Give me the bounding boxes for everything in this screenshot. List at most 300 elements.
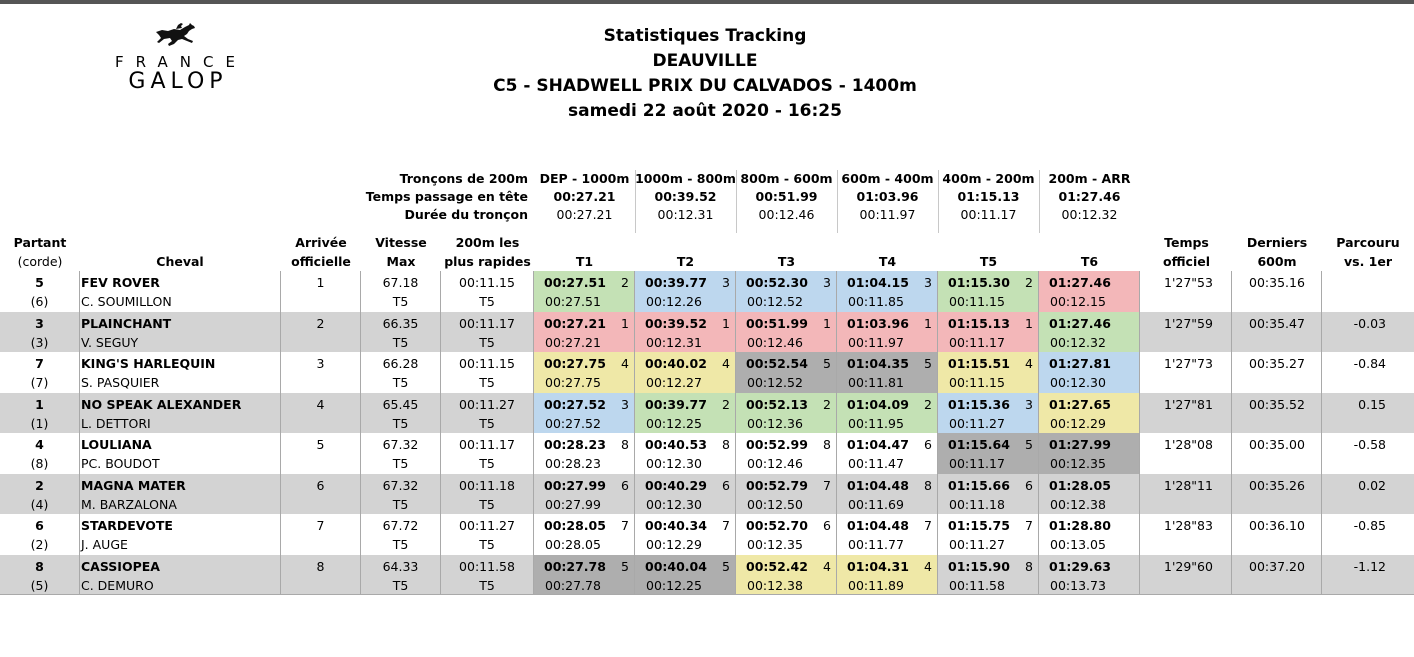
split-time: 01:04.35 <box>847 356 909 371</box>
header-parcouru: Parcouru vs. 1er <box>1336 235 1400 269</box>
split-rank: 1 <box>722 315 730 331</box>
corde-number: (4) <box>30 496 49 512</box>
split-cell <box>736 474 837 515</box>
jockey-name: S. PASQUIER <box>81 375 160 390</box>
partant-cell <box>0 514 80 555</box>
split-rank: 4 <box>823 558 831 574</box>
split-rank: 2 <box>924 396 932 412</box>
split-duration: 00:28.23 <box>545 456 601 471</box>
horse-name: FEV ROVER <box>81 275 160 290</box>
split-time: 00:52.30 <box>746 275 808 290</box>
distance-vs-first: -1.12 <box>1353 558 1386 574</box>
split-cell <box>635 555 736 596</box>
split-time: 01:29.63 <box>1049 558 1111 574</box>
split-time: 01:03.96 <box>847 315 909 331</box>
arrival-rank: 8 <box>316 558 325 574</box>
horse-cell <box>80 393 281 434</box>
split-duration: 00:12.36 <box>747 415 803 431</box>
segment-name: DEP - 1000m <box>539 171 630 186</box>
split-duration: 00:27.51 <box>545 294 601 309</box>
partant-cell <box>0 312 80 353</box>
official-time-cell <box>1140 271 1232 312</box>
jockey-name: V. SEGUY <box>81 334 139 350</box>
table-row <box>0 352 1414 393</box>
split-rank: 8 <box>722 437 730 452</box>
header-split-column: T5 <box>979 254 998 269</box>
split-time: 00:40.04 <box>645 558 707 574</box>
split-rank: 6 <box>823 518 831 533</box>
distance-vs-first-cell <box>1322 393 1414 434</box>
distance-vs-first-cell <box>1322 271 1414 312</box>
last-600m-cell <box>1232 433 1322 474</box>
split-time: 01:15.66 <box>948 477 1010 493</box>
split-rank: 6 <box>621 477 629 493</box>
split-rank: 3 <box>924 275 932 290</box>
table-bottom-border <box>0 594 1414 595</box>
split-time: 00:28.05 <box>544 518 606 533</box>
split-rank: 3 <box>1025 396 1033 412</box>
split-duration: 00:12.29 <box>1050 415 1106 431</box>
segment-lead-time: 01:27.46 <box>1058 189 1121 204</box>
split-time: 01:28.05 <box>1049 477 1111 493</box>
fastest-200m-cell <box>441 352 534 393</box>
table-row <box>0 312 1414 353</box>
fastest-200m-cell <box>441 393 534 434</box>
segment-lead-time: 00:51.99 <box>755 189 818 204</box>
split-time: 00:39.52 <box>645 315 707 331</box>
split-duration: 00:12.38 <box>747 577 803 593</box>
split-cell <box>938 555 1039 596</box>
max-speed-cell <box>361 312 441 353</box>
fastest-200m: 00:11.15 <box>459 356 515 371</box>
official-time-cell <box>1140 312 1232 353</box>
split-duration: 00:12.35 <box>1050 456 1106 471</box>
segment-meta-labels <box>330 170 528 224</box>
horse-cell <box>80 433 281 474</box>
split-rank: 1 <box>924 315 932 331</box>
fastest-200m: 00:11.17 <box>459 315 515 331</box>
table-row <box>0 271 1414 312</box>
horse-cell <box>80 474 281 515</box>
split-time: 01:27.99 <box>1049 437 1111 452</box>
official-time: 1'27"73 <box>1164 356 1213 371</box>
header-split-column: T2 <box>676 254 695 269</box>
top-border <box>0 0 1414 4</box>
corde-number: (6) <box>30 294 49 309</box>
header-vitesse: Vitesse Max <box>375 235 427 269</box>
header-split-column: T1 <box>575 254 594 269</box>
max-speed-cell <box>361 555 441 596</box>
split-rank: 8 <box>823 437 831 452</box>
distance-vs-first: 0.02 <box>1358 477 1386 493</box>
split-duration: 00:28.05 <box>545 537 601 552</box>
split-rank: 5 <box>1025 437 1033 452</box>
split-time: 01:15.64 <box>948 437 1010 452</box>
split-duration: 00:11.77 <box>848 537 904 552</box>
split-cell <box>635 393 736 434</box>
split-cell <box>837 555 938 596</box>
arrival-cell <box>281 393 361 434</box>
jockey-name: C. SOUMILLON <box>81 294 172 309</box>
official-time-cell <box>1140 393 1232 434</box>
split-time: 00:52.13 <box>746 396 808 412</box>
corde-number: (1) <box>30 415 49 431</box>
split-time: 00:28.23 <box>544 437 606 452</box>
split-time: 00:27.75 <box>544 356 606 371</box>
arrival-cell <box>281 514 361 555</box>
max-speed-segment: T5 <box>392 496 409 512</box>
distance-vs-first: -0.85 <box>1353 518 1386 533</box>
arrival-rank: 7 <box>316 518 325 533</box>
header-arrivee: Arrivée officielle <box>291 235 351 269</box>
segment-duration: 00:12.32 <box>1061 207 1118 222</box>
split-rank: 2 <box>823 396 831 412</box>
split-duration: 00:27.75 <box>545 375 601 390</box>
split-duration: 00:11.17 <box>949 334 1005 350</box>
split-duration: 00:27.21 <box>545 334 601 350</box>
header-temps: Temps officiel <box>1163 235 1210 269</box>
partant-number: 4 <box>35 437 44 452</box>
arrival-cell <box>281 312 361 353</box>
split-duration: 00:11.69 <box>848 496 904 512</box>
title-line-1: Statistiques Tracking <box>603 26 807 46</box>
split-duration: 00:11.15 <box>949 375 1005 390</box>
split-time: 00:40.29 <box>645 477 707 493</box>
corde-number: (7) <box>30 375 49 390</box>
last-600m-cell <box>1232 352 1322 393</box>
split-time: 00:40.53 <box>645 437 707 452</box>
split-time: 00:39.77 <box>645 396 707 412</box>
jockey-name: L. DETTORI <box>81 415 151 431</box>
fastest-200m: 00:11.15 <box>459 275 515 290</box>
split-cell <box>837 352 938 393</box>
split-duration: 00:27.99 <box>545 496 601 512</box>
split-duration: 00:12.30 <box>1050 375 1106 390</box>
fastest-200m-segment: T5 <box>479 577 495 593</box>
official-time: 1'27"59 <box>1164 315 1213 331</box>
split-cell <box>938 271 1039 312</box>
last-600m: 00:35.47 <box>1249 315 1305 331</box>
segment-divider <box>635 170 636 233</box>
partant-number: 5 <box>35 275 44 290</box>
fastest-200m-cell <box>441 514 534 555</box>
segment-divider <box>938 170 939 233</box>
split-duration: 00:11.18 <box>949 496 1005 512</box>
last-600m-cell <box>1232 271 1322 312</box>
split-time: 00:52.70 <box>746 518 808 533</box>
segment-name: 600m - 400m <box>841 171 934 186</box>
arrival-cell <box>281 271 361 312</box>
split-duration: 00:13.73 <box>1050 577 1106 593</box>
split-rank: 5 <box>823 356 831 371</box>
segment-header <box>736 170 837 224</box>
fastest-200m-segment: T5 <box>479 334 495 350</box>
split-rank: 8 <box>924 477 932 493</box>
last-600m: 00:37.20 <box>1249 558 1305 574</box>
fastest-200m: 00:11.18 <box>459 477 515 493</box>
split-rank: 4 <box>722 356 730 371</box>
official-time: 1'27"53 <box>1164 275 1213 290</box>
split-rank: 7 <box>823 477 831 493</box>
distance-vs-first-cell <box>1322 312 1414 353</box>
partant-number: 6 <box>35 518 44 533</box>
split-cell <box>837 312 938 353</box>
split-duration: 00:12.35 <box>747 537 803 552</box>
split-cell <box>1039 514 1140 555</box>
split-duration: 00:12.29 <box>646 537 702 552</box>
partant-number: 8 <box>35 558 44 574</box>
split-duration: 00:12.26 <box>646 294 702 309</box>
split-cell <box>635 433 736 474</box>
table-row <box>0 433 1414 474</box>
fastest-200m: 00:11.17 <box>459 437 515 452</box>
jockey-name: PC. BOUDOT <box>81 456 160 471</box>
fastest-200m-segment: T5 <box>479 537 495 552</box>
split-time: 00:52.54 <box>746 356 808 371</box>
split-rank: 3 <box>722 275 730 290</box>
split-rank: 7 <box>621 518 629 533</box>
split-duration: 00:12.25 <box>646 415 702 431</box>
horse-name: KING'S HARLEQUIN <box>81 356 216 371</box>
results-table <box>0 271 1414 595</box>
split-cell <box>635 312 736 353</box>
segments-label: Tronçons de 200m <box>399 171 528 186</box>
arrival-cell <box>281 474 361 515</box>
split-time: 01:15.36 <box>948 396 1010 412</box>
last-600m: 00:35.27 <box>1249 356 1305 371</box>
split-time: 01:04.09 <box>847 396 909 412</box>
logo-line-2: GALOP <box>128 69 228 94</box>
fastest-200m: 00:11.27 <box>459 518 515 533</box>
segment-name: 1000m - 800m <box>635 171 736 186</box>
last-600m: 00:35.52 <box>1249 396 1305 412</box>
segment-duration: 00:27.21 <box>556 207 613 222</box>
horse-name: PLAINCHANT <box>81 315 172 331</box>
split-rank: 4 <box>621 356 629 371</box>
split-cell <box>635 352 736 393</box>
last-600m-cell <box>1232 474 1322 515</box>
split-duration: 00:12.38 <box>1050 496 1106 512</box>
split-cell <box>938 514 1039 555</box>
split-rank: 5 <box>722 558 730 574</box>
table-row <box>0 555 1414 596</box>
split-time: 00:40.34 <box>645 518 707 533</box>
split-cell <box>1039 393 1140 434</box>
split-rank: 4 <box>924 558 932 574</box>
last-600m: 00:35.00 <box>1249 437 1305 452</box>
split-duration: 00:12.46 <box>747 456 803 471</box>
segment-duration-label: Durée du tronçon <box>404 207 528 222</box>
horse-cell <box>80 312 281 353</box>
split-cell <box>938 433 1039 474</box>
segment-duration: 00:12.46 <box>758 207 815 222</box>
fastest-200m-cell <box>441 271 534 312</box>
split-duration: 00:11.15 <box>949 294 1005 309</box>
fastest-200m: 00:11.27 <box>459 396 515 412</box>
split-time: 01:15.30 <box>948 275 1010 290</box>
split-time: 00:52.79 <box>746 477 808 493</box>
fastest-200m-segment: T5 <box>479 456 495 471</box>
distance-vs-first-cell <box>1322 433 1414 474</box>
segment-divider <box>736 170 737 233</box>
segment-lead-time: 00:27.21 <box>553 189 616 204</box>
arrival-rank: 1 <box>316 275 325 290</box>
max-speed-segment: T5 <box>392 456 409 471</box>
last-600m: 00:35.26 <box>1249 477 1305 493</box>
split-cell <box>938 312 1039 353</box>
last-600m-cell <box>1232 393 1322 434</box>
header-split-column: T6 <box>1080 254 1099 269</box>
split-rank: 4 <box>1025 356 1033 371</box>
split-time: 01:28.80 <box>1049 518 1111 533</box>
header-cheval: Cheval <box>156 254 204 269</box>
segment-name: 800m - 600m <box>740 171 833 186</box>
split-cell <box>1039 352 1140 393</box>
split-cell <box>736 555 837 596</box>
fastest-200m-segment: T5 <box>479 375 495 390</box>
split-time: 00:27.52 <box>544 396 606 412</box>
max-speed: 66.35 <box>382 315 419 331</box>
last-600m: 00:36.10 <box>1249 518 1305 533</box>
max-speed-cell <box>361 393 441 434</box>
split-time: 00:27.78 <box>544 558 606 574</box>
segment-divider <box>837 170 838 233</box>
split-time: 00:27.21 <box>544 315 606 331</box>
split-time: 01:27.81 <box>1049 356 1111 371</box>
report-title <box>380 24 1030 124</box>
split-duration: 00:12.52 <box>747 375 803 390</box>
segment-header <box>635 170 736 224</box>
split-duration: 00:12.30 <box>646 496 702 512</box>
split-rank: 2 <box>1025 275 1033 290</box>
official-time-cell <box>1140 514 1232 555</box>
split-cell <box>534 433 635 474</box>
header-rapides: 200m les plus rapides <box>444 235 531 269</box>
partant-number: 7 <box>35 356 44 371</box>
split-rank: 7 <box>722 518 730 533</box>
arrival-rank: 2 <box>316 315 325 331</box>
split-cell <box>635 514 736 555</box>
split-cell <box>534 352 635 393</box>
split-cell <box>1039 474 1140 515</box>
split-duration: 00:11.17 <box>949 456 1005 471</box>
table-row <box>0 514 1414 555</box>
split-duration: 00:11.27 <box>949 415 1005 431</box>
fastest-200m-cell <box>441 433 534 474</box>
partant-cell <box>0 393 80 434</box>
split-rank: 1 <box>621 315 629 331</box>
split-duration: 00:12.50 <box>747 496 803 512</box>
split-cell <box>837 433 938 474</box>
fastest-200m: 00:11.58 <box>459 558 515 574</box>
split-cell <box>534 393 635 434</box>
official-time-cell <box>1140 352 1232 393</box>
corde-number: (3) <box>30 334 49 350</box>
split-rank: 1 <box>1025 315 1033 331</box>
split-time: 01:27.65 <box>1049 396 1111 412</box>
split-cell <box>938 352 1039 393</box>
split-time: 01:04.15 <box>847 275 909 290</box>
split-cell <box>736 271 837 312</box>
split-time: 00:51.99 <box>746 315 808 331</box>
split-duration: 00:12.25 <box>646 577 702 593</box>
split-time: 01:04.47 <box>847 437 909 452</box>
segment-header <box>1039 170 1140 224</box>
max-speed-segment: T5 <box>392 537 409 552</box>
max-speed: 67.18 <box>382 275 419 290</box>
horse-cell <box>80 271 281 312</box>
split-time: 01:15.13 <box>948 315 1010 331</box>
split-rank: 2 <box>621 275 629 290</box>
official-time: 1'28"83 <box>1164 518 1213 533</box>
max-speed: 66.28 <box>382 356 419 371</box>
segment-name: 200m - ARR <box>1048 171 1131 186</box>
segment-duration: 00:12.31 <box>657 207 714 222</box>
split-cell <box>635 474 736 515</box>
split-time: 00:39.77 <box>645 275 707 290</box>
segment-header <box>938 170 1039 224</box>
horse-cell <box>80 514 281 555</box>
max-speed: 64.33 <box>382 558 419 574</box>
split-time: 00:52.99 <box>746 437 808 452</box>
split-cell <box>938 393 1039 434</box>
split-time: 01:15.75 <box>948 518 1010 533</box>
official-time-cell <box>1140 433 1232 474</box>
arrival-rank: 3 <box>316 356 325 371</box>
jockey-name: M. BARZALONA <box>81 496 177 512</box>
split-time: 01:04.31 <box>847 558 909 574</box>
corde-number: (8) <box>30 456 49 471</box>
header-derniers: Derniers 600m <box>1246 235 1308 269</box>
split-time: 01:15.51 <box>948 356 1010 371</box>
max-speed: 67.72 <box>382 518 419 533</box>
lead-time-label: Temps passage en tête <box>365 189 528 204</box>
split-rank: 7 <box>1025 518 1033 533</box>
split-rank: 7 <box>924 518 932 533</box>
split-cell <box>736 393 837 434</box>
split-cell <box>534 514 635 555</box>
title-line-3: C5 - SHADWELL PRIX DU CALVADOS - 1400m <box>493 76 917 96</box>
split-duration: 00:12.52 <box>747 294 803 309</box>
split-cell <box>1039 555 1140 596</box>
header-split-column: T4 <box>878 254 897 269</box>
title-line-4: samedi 22 août 2020 - 16:25 <box>568 101 842 121</box>
split-duration: 00:27.52 <box>545 415 601 431</box>
split-time: 01:27.46 <box>1049 315 1111 331</box>
distance-vs-first: 0.15 <box>1358 396 1386 412</box>
horse-jockey-icon <box>154 22 198 48</box>
partant-number: 2 <box>35 477 44 493</box>
split-time: 01:27.46 <box>1049 275 1111 290</box>
max-speed-segment: T5 <box>392 577 409 593</box>
arrival-rank: 4 <box>316 396 325 412</box>
partant-cell <box>0 433 80 474</box>
split-duration: 00:13.05 <box>1050 537 1106 552</box>
max-speed: 67.32 <box>382 437 419 452</box>
distance-vs-first-cell <box>1322 555 1414 596</box>
split-duration: 00:11.97 <box>848 334 904 350</box>
split-cell <box>534 271 635 312</box>
partant-number: 1 <box>35 396 44 412</box>
partant-cell <box>0 555 80 596</box>
partant-cell <box>0 271 80 312</box>
arrival-cell <box>281 555 361 596</box>
split-cell <box>1039 433 1140 474</box>
segment-divider <box>1039 170 1040 233</box>
max-speed-segment: T5 <box>392 415 409 431</box>
last-600m-cell <box>1232 312 1322 353</box>
split-rank: 6 <box>924 437 932 452</box>
